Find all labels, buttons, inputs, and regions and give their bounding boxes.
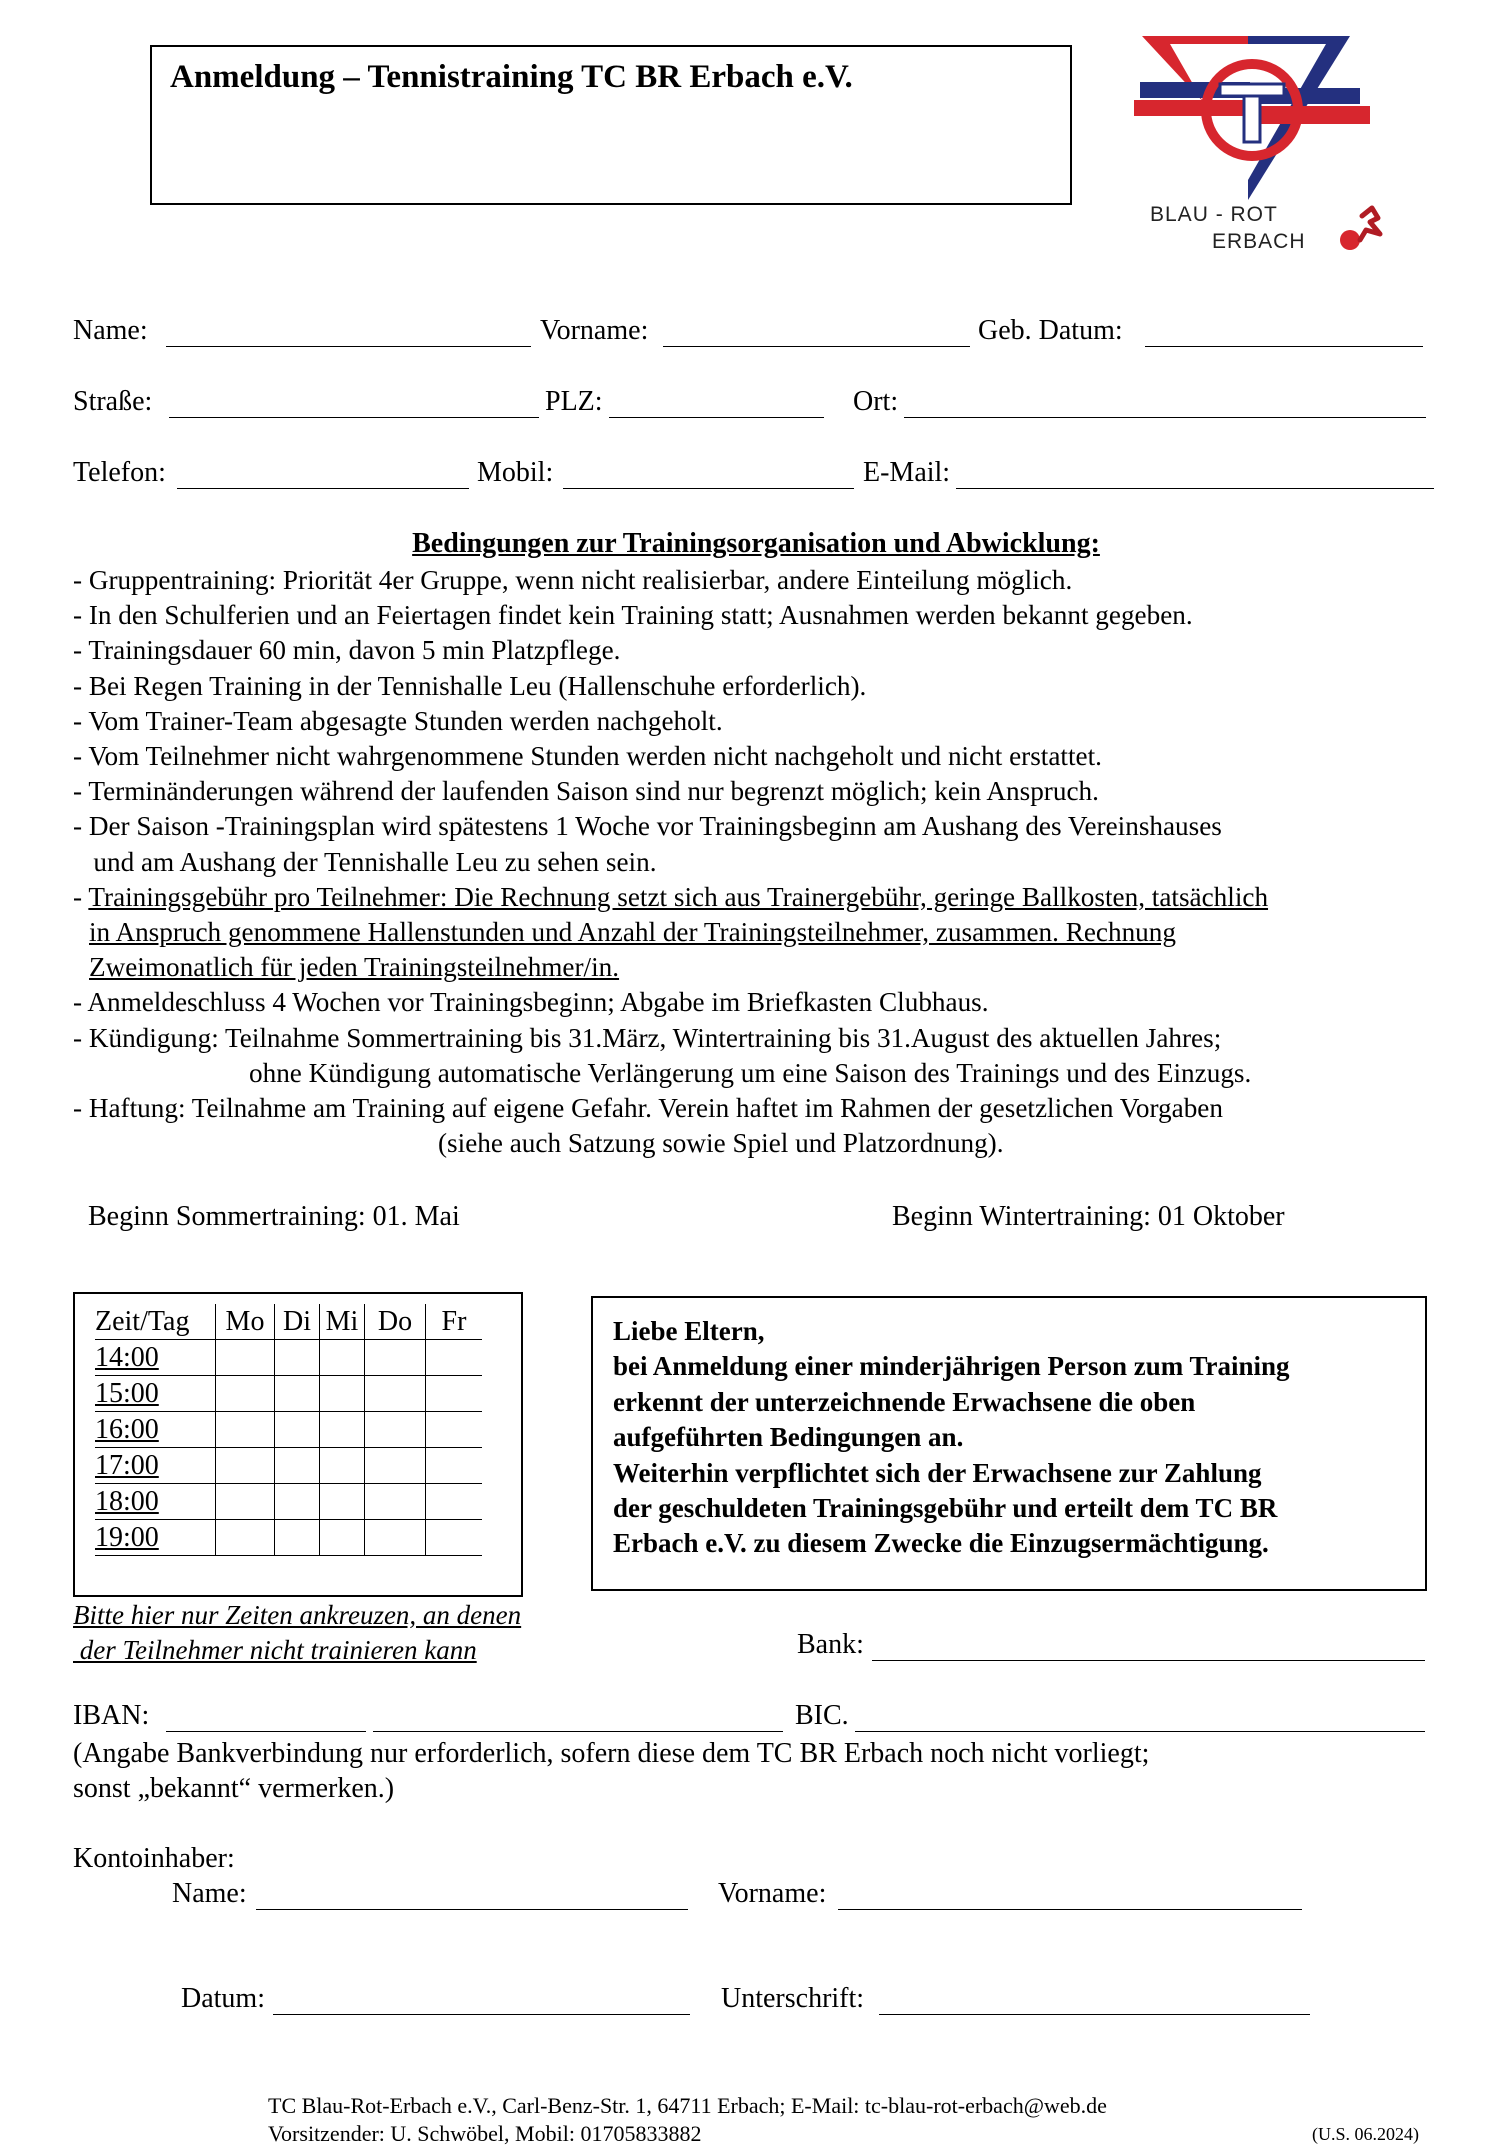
condition-item-fee (73, 880, 1473, 915)
account-name-label: Name: (172, 1878, 247, 1909)
logo-text-blau-rot: BLAU - ROT (1150, 203, 1278, 226)
schedule-note-line: der Teilnehmer nicht trainieren kann (73, 1635, 477, 1665)
fee-line: in Anspruch genommene Hallenstunden und Anzahl der Trainingsteilnehmer, zusammen. Rechnung (89, 917, 1176, 948)
schedule-row (95, 1484, 482, 1520)
geb-datum-label: Geb. Datum: (978, 315, 1123, 346)
schedule-time: 15:00 (95, 1376, 216, 1412)
schedule-cell[interactable] (426, 1448, 483, 1484)
condition-item-fee (73, 915, 1473, 950)
schedule-row (95, 1376, 482, 1412)
vorname-field[interactable] (663, 346, 970, 347)
winter-start: Beginn Wintertraining: 01 Oktober (892, 1201, 1285, 1232)
condition-item: - Trainingsdauer 60 min, davon 5 min Platzpflege. (73, 635, 621, 666)
schedule-cell[interactable] (320, 1520, 365, 1556)
condition-item: - In den Schulferien und an Feiertagen findet kein Training statt; Ausnahmen werden bekannt gegeben. (73, 600, 1193, 631)
schedule-table (95, 1304, 482, 1556)
schedule-cell[interactable] (426, 1412, 483, 1448)
schedule-cell[interactable] (216, 1340, 275, 1376)
schedule-row (95, 1340, 482, 1376)
schedule-cell[interactable] (365, 1412, 426, 1448)
conditions-list (73, 563, 1473, 1161)
title-box (150, 45, 1072, 205)
condition-item: - Vom Teilnehmer nicht wahrgenommene Stunden werden nicht nachgeholt und nicht erstattet. (73, 741, 1102, 772)
condition-item: - Vom Trainer-Team abgesagte Stunden werden nachgeholt. (73, 705, 723, 736)
schedule-cell[interactable] (320, 1448, 365, 1484)
schedule-cell[interactable] (275, 1520, 320, 1556)
schedule-cell[interactable] (320, 1412, 365, 1448)
fee-prefix: - (73, 881, 89, 912)
schedule-cell[interactable] (365, 1448, 426, 1484)
schedule-cell[interactable] (275, 1376, 320, 1412)
name-label: Name: (73, 315, 148, 346)
logo-t-top (1220, 84, 1284, 96)
footer-version: (U.S. 06.2024) (1312, 2124, 1419, 2144)
club-logo (1130, 30, 1390, 262)
schedule-cell[interactable] (216, 1412, 275, 1448)
ort-field[interactable] (904, 417, 1426, 418)
bic-field[interactable] (855, 1731, 1425, 1732)
email-label: E-Mail: (863, 457, 951, 488)
kontoinhaber-heading: Kontoinhaber: (73, 1843, 235, 1874)
plz-field[interactable] (609, 417, 824, 418)
condition-item: - Der Saison -Trainingsplan wird spätestens 1 Woche vor Trainingsbeginn am Aushang des Vereinshauses (73, 811, 1222, 842)
name-field[interactable] (166, 346, 531, 347)
bank-field[interactable] (872, 1660, 1425, 1661)
bank-label: Bank: (797, 1629, 864, 1660)
datum-label: Datum: (181, 1983, 265, 2014)
schedule-header-row (95, 1304, 482, 1340)
schedule-time: 18:00 (95, 1484, 216, 1520)
schedule-cell[interactable] (426, 1484, 483, 1520)
mobil-label: Mobil: (477, 457, 554, 488)
condition-item: - Bei Regen Training in der Tennishalle Leu (Hallenschuhe erforderlich). (73, 670, 867, 701)
geb-datum-field[interactable] (1145, 346, 1423, 347)
form-title: Anmeldung – Tennistraining TC BR Erbach e.V. (170, 59, 853, 95)
logo-stripe-red (1134, 100, 1246, 116)
logo-stripe-red-2 (1250, 106, 1370, 124)
schedule-cell[interactable] (320, 1376, 365, 1412)
schedule-cell[interactable] (275, 1412, 320, 1448)
schedule-time: 17:00 (95, 1448, 216, 1484)
schedule-header-fr: Fr (426, 1304, 483, 1340)
schedule-cell[interactable] (426, 1520, 483, 1556)
schedule-cell[interactable] (365, 1484, 426, 1520)
schedule-cell[interactable] (216, 1484, 275, 1520)
fee-line: Zweimonatlich für jeden Trainingsteilnehmer/in. (89, 952, 620, 983)
plz-label: PLZ: (545, 386, 603, 417)
datum-field[interactable] (273, 2014, 690, 2015)
ort-label: Ort: (853, 386, 899, 417)
unterschrift-field[interactable] (879, 2014, 1310, 2015)
telefon-field[interactable] (177, 488, 469, 489)
iban-field-part2[interactable] (373, 1731, 783, 1732)
schedule-row (95, 1520, 482, 1556)
fee-line: Trainingsgebühr pro Teilnehmer: Die Rechnung setzt sich aus Trainergebühr, geringe Ballkosten, tatsächlich (88, 881, 1269, 912)
bank-note-line: (Angabe Bankverbindung nur erforderlich, sofern diese dem TC BR Erbach noch nicht vorliegt; (73, 1738, 1150, 1769)
schedule-cell[interactable] (216, 1376, 275, 1412)
condition-item: - Kündigung: Teilnahme Sommertraining bis 31.März, Wintertraining bis 31.August des aktuellen Jahres; (73, 1022, 1222, 1053)
schedule-cell[interactable] (275, 1484, 320, 1520)
schedule-time: 16:00 (95, 1412, 216, 1448)
condition-item: und am Aushang der Tennishalle Leu zu sehen sein. (73, 846, 657, 877)
schedule-header-zeit: Zeit/Tag (95, 1304, 216, 1340)
parents-notice: Liebe Eltern, bei Anmeldung einer minderjährigen Person zum Training erkennt der unterzeichnende Erwachsene die oben aufgeführten Bedingungen an. Weiterhin verpflichtet sich der Erwachsene zur Zahlung der geschuldeten Trainingsgebühr und erteilt dem TC BR Erbach e.V. zu diesem Zwecke die Einzugsermächtigung. (591, 1296, 1427, 1591)
account-vorname-label: Vorname: (718, 1878, 827, 1909)
account-name-field[interactable] (256, 1909, 688, 1910)
schedule-cell[interactable] (216, 1520, 275, 1556)
summer-start: Beginn Sommertraining: 01. Mai (88, 1201, 460, 1232)
iban-label: IBAN: (73, 1700, 150, 1731)
schedule-cell[interactable] (275, 1340, 320, 1376)
bic-label: BIC. (795, 1700, 849, 1731)
account-vorname-field[interactable] (838, 1909, 1302, 1910)
schedule-time: 19:00 (95, 1520, 216, 1556)
logo-player (1360, 208, 1380, 240)
schedule-cell[interactable] (320, 1484, 365, 1520)
schedule-row (95, 1448, 482, 1484)
footer-chairman: Vorsitzender: U. Schwöbel, Mobil: 01705833882 (268, 2121, 702, 2146)
vorname-label: Vorname: (540, 315, 649, 346)
schedule-cell[interactable] (216, 1448, 275, 1484)
schedule-row (95, 1412, 482, 1448)
schedule-header-mo: Mo (216, 1304, 275, 1340)
mobil-field[interactable] (563, 488, 854, 489)
schedule-cell[interactable] (365, 1340, 426, 1376)
schedule-cell[interactable] (320, 1340, 365, 1376)
schedule-cell[interactable] (426, 1376, 483, 1412)
condition-item-fee (73, 950, 1473, 985)
email-field[interactable] (956, 488, 1434, 489)
iban-field-part1[interactable] (166, 1731, 366, 1732)
strasse-label: Straße: (73, 386, 153, 417)
logo-ball (1340, 230, 1360, 250)
condition-item: - Haftung: Teilnahme am Training auf eigene Gefahr. Verein haftet im Rahmen der gesetzlichen Vorgaben (73, 1093, 1223, 1124)
schedule-note-line: Bitte hier nur Zeiten ankreuzen, an denen (73, 1600, 522, 1630)
schedule-cell[interactable] (365, 1376, 426, 1412)
schedule-cell[interactable] (365, 1520, 426, 1556)
bank-note-line: sonst „bekannt“ vermerken.) (73, 1773, 395, 1804)
strasse-field[interactable] (169, 417, 539, 418)
conditions-heading: Bedingungen zur Trainingsorganisation und Abwicklung: (412, 528, 1100, 559)
condition-item: - Gruppentraining: Priorität 4er Gruppe, wenn nicht realisierbar, andere Einteilung möglich. (73, 565, 1073, 595)
schedule-time: 14:00 (95, 1340, 216, 1376)
condition-item: - Terminänderungen während der laufenden Saison sind nur begrenzt möglich; kein Anspruch. (73, 776, 1099, 807)
schedule-note (73, 1598, 521, 1668)
schedule-box (73, 1292, 523, 1597)
condition-item: - Anmeldeschluss 4 Wochen vor Trainingsbeginn; Abgabe im Briefkasten Clubhaus. (73, 987, 989, 1018)
telefon-label: Telefon: (73, 457, 166, 488)
schedule-cell[interactable] (275, 1448, 320, 1484)
logo-t-stem (1244, 96, 1260, 142)
footer-address: TC Blau-Rot-Erbach e.V., Carl-Benz-Str. 1, 64711 Erbach; E-Mail: tc-blau-rot-erbach@web.de (268, 2093, 1107, 2118)
schedule-header-di: Di (275, 1304, 320, 1340)
unterschrift-label: Unterschrift: (721, 1983, 865, 2014)
schedule-header-do: Do (365, 1304, 426, 1340)
logo-text-erbach: ERBACH (1212, 230, 1306, 253)
condition-item: (siehe auch Satzung sowie Spiel und Platzordnung). (438, 1128, 1004, 1159)
schedule-header-mi: Mi (320, 1304, 365, 1340)
condition-item: ohne Kündigung automatische Verlängerung um eine Saison des Trainings und des Einzugs. (249, 1057, 1252, 1088)
schedule-cell[interactable] (426, 1340, 483, 1376)
